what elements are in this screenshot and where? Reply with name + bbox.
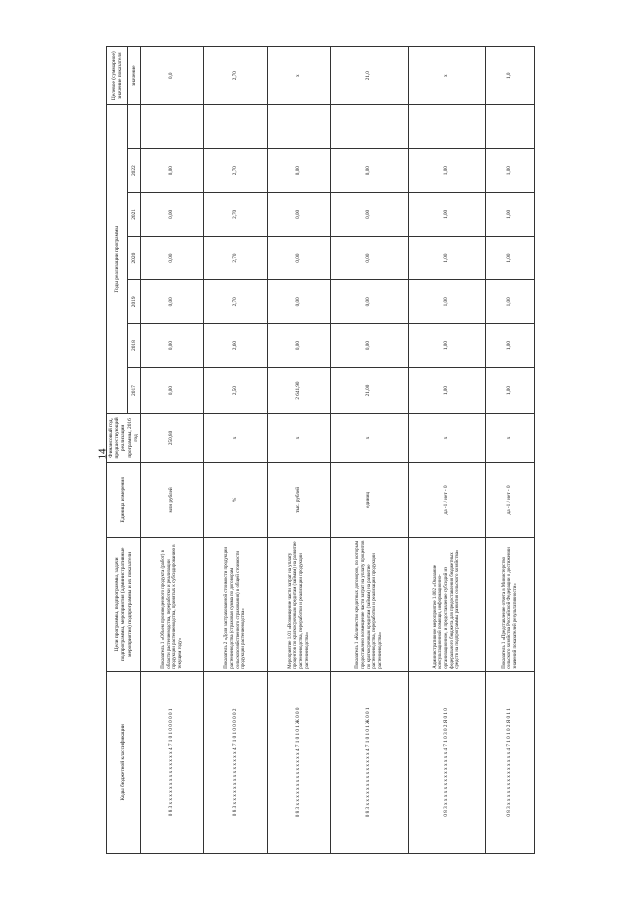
page-number: 14 <box>96 448 109 460</box>
program-table-sheet <box>106 46 526 854</box>
goal-cell: Показатель 1 «Объем произведенного продукта (работ) в области растениеводства, переработки и реализации продукции растениеводства, принятых к субсидированию в текущем году» <box>141 538 204 672</box>
final-value-cell: 1,0 <box>485 47 534 105</box>
year-value-cell: 2,50 <box>204 367 267 413</box>
unit-cell: единиц <box>331 462 408 537</box>
year-value-cell: 1,00 <box>408 324 485 368</box>
final-value-cell: 21,0 <box>331 47 408 105</box>
years-header: Годы реализации программы <box>107 105 128 414</box>
year-value-cell: 0,00 <box>267 280 330 324</box>
codes-cell: 0 8 3 х х х х х х х х х х х х х х 4 7 1 0 3 0 2 Я 0 1 0 <box>408 671 485 853</box>
base-value-cell: 250,80 <box>141 414 204 463</box>
year-value-cell: 0,00 <box>267 149 330 193</box>
table-row <box>141 47 204 854</box>
goal-cell: Показатель 1 «Представление отчета в Министерство сельского хозяйства Российской Федерации о достижении значений показателей результативности» <box>485 538 534 672</box>
goal-cell: Показатель 1 «Количество кредитных договоров, по которым предоставлено возмещение части затрат на уплату процентов по краткосрочным кредитам (займам) на развитие растениеводства, переработки и реализации продукции растениеводства» <box>331 538 408 672</box>
empty-cell <box>141 105 204 149</box>
final-value-cell: х <box>408 47 485 105</box>
table-row <box>267 47 330 854</box>
year-value-cell: 1,00 <box>485 324 534 368</box>
year-value-cell: 1,00 <box>408 236 485 280</box>
unit-cell: да -1 / нет - 0 <box>485 462 534 537</box>
final-value-cell: 0,0 <box>141 47 204 105</box>
base-value-cell: х <box>485 414 534 463</box>
final-value-cell: х <box>267 47 330 105</box>
year-value-cell: 1,00 <box>408 149 485 193</box>
codes-cell: 0 8 3 х х х х х х х х х х х х х х 4 7 1 0 1 0 1 Ж 0 0 1 <box>331 671 408 853</box>
year-value-cell: 0,00 <box>141 193 204 237</box>
year-value-cell: 0,00 <box>267 193 330 237</box>
finance-year-header: Финансовый год, предшествующий реализации программы, 2016 год <box>107 414 141 463</box>
year-value-cell: 0,00 <box>331 236 408 280</box>
empty-cell <box>331 105 408 149</box>
unit-cell: тыс. рублей <box>267 462 330 537</box>
year-value-cell: 1,00 <box>408 280 485 324</box>
table-row <box>331 47 408 854</box>
year-value-cell: 2 641,90 <box>267 367 330 413</box>
year-value-cell: 0,00 <box>141 280 204 324</box>
year-2020: 2020 <box>128 236 141 280</box>
base-value-cell: х <box>408 414 485 463</box>
year-value-cell: 1,00 <box>485 149 534 193</box>
program-table <box>106 46 535 854</box>
empty-cell <box>267 105 330 149</box>
codes-cell: 0 8 3 х х х х х х х х х х х х х х 4 7 1 0 1 0 0 0 0 0 1 <box>141 671 204 853</box>
year-value-cell: 0,00 <box>331 280 408 324</box>
year-value-cell: 1,00 <box>408 367 485 413</box>
base-value-cell: х <box>204 414 267 463</box>
year-value-cell: 2,70 <box>204 236 267 280</box>
base-value-cell: х <box>267 414 330 463</box>
year-2017: 2017 <box>128 367 141 413</box>
table-row <box>485 47 534 854</box>
extra-year-col <box>128 105 141 149</box>
final-sub-header: значение <box>128 47 141 105</box>
year-value-cell: 2,70 <box>204 280 267 324</box>
empty-cell <box>485 105 534 149</box>
year-value-cell: 2,70 <box>204 149 267 193</box>
year-value-cell: 2,60 <box>204 324 267 368</box>
year-value-cell: 0,00 <box>331 193 408 237</box>
year-value-cell: 0,00 <box>331 149 408 193</box>
year-value-cell: 0,00 <box>141 236 204 280</box>
year-value-cell: 1,00 <box>485 280 534 324</box>
year-2019: 2019 <box>128 280 141 324</box>
codes-cell: 0 8 3 х х х х х х х х х х х х х х 4 7 1 0 1 0 1 Ж 0 0 0 <box>267 671 330 853</box>
goal-cell: Показатель 2 «Доля застрахованной стоимости продукции растениеводства (страховая сумма по договорам сельскохозяйственного страхования) в общей стоимости продукции растениеводства» <box>204 538 267 672</box>
year-2022: 2022 <box>128 149 141 193</box>
empty-cell <box>204 105 267 149</box>
table-row <box>408 47 485 854</box>
goal-header: Цели программы, подпрограммы, задачи подпрограммы, мероприятия (административные мероприятия) подпрограммы и их показатели <box>107 538 141 672</box>
unit-cell: % <box>204 462 267 537</box>
base-value-cell: х <box>331 414 408 463</box>
year-value-cell: 0,00 <box>141 324 204 368</box>
year-2018: 2018 <box>128 324 141 368</box>
empty-cell <box>408 105 485 149</box>
year-value-cell: 0,00 <box>331 324 408 368</box>
year-value-cell: 1,00 <box>485 367 534 413</box>
codes-cell: 0 8 3 х х х х х х х х х х х х х х 4 7 1 0 1 0 0 0 0 0 2 <box>204 671 267 853</box>
unit-cell: да -1 / нет - 0 <box>408 462 485 537</box>
final-value-cell: 2,70 <box>204 47 267 105</box>
table-row <box>204 47 267 854</box>
goal-cell: Административное мероприятие 1.002 «Оказание консультационной помощи, информационно-организационное, и предоставление субсидий из федерального бюджета для предоставления бюджетных средств на подпрограммы развития сельского хозяйства» <box>408 538 485 672</box>
goal-cell: Мероприятие 1.01 «Возмещение части затрат на уплату процентов по краткосрочным кредитам (займам) на развитие растениеводства, переработки и реализации продукции растениеводства» <box>267 538 330 672</box>
year-value-cell: 0,00 <box>267 236 330 280</box>
year-2021: 2021 <box>128 193 141 237</box>
budget-codes-header: Коды бюджетной классификации <box>107 671 141 853</box>
year-value-cell: 1,00 <box>485 236 534 280</box>
unit-cell: млн рублей <box>141 462 204 537</box>
year-value-cell: 2,70 <box>204 193 267 237</box>
year-value-cell: 1,00 <box>485 193 534 237</box>
final-header: Целевое (суммарное) значение показателя <box>107 47 128 105</box>
year-value-cell: 0,00 <box>141 367 204 413</box>
unit-header: Единица измерения <box>107 462 141 537</box>
codes-cell: 0 8 3 х х х х х х х х х х х х х х 4 7 1 0 1 0 2 Я 0 1 1 <box>485 671 534 853</box>
year-value-cell: 21,00 <box>331 367 408 413</box>
year-value-cell: 0,00 <box>267 324 330 368</box>
year-value-cell: 0,00 <box>141 149 204 193</box>
year-value-cell: 1,00 <box>408 193 485 237</box>
